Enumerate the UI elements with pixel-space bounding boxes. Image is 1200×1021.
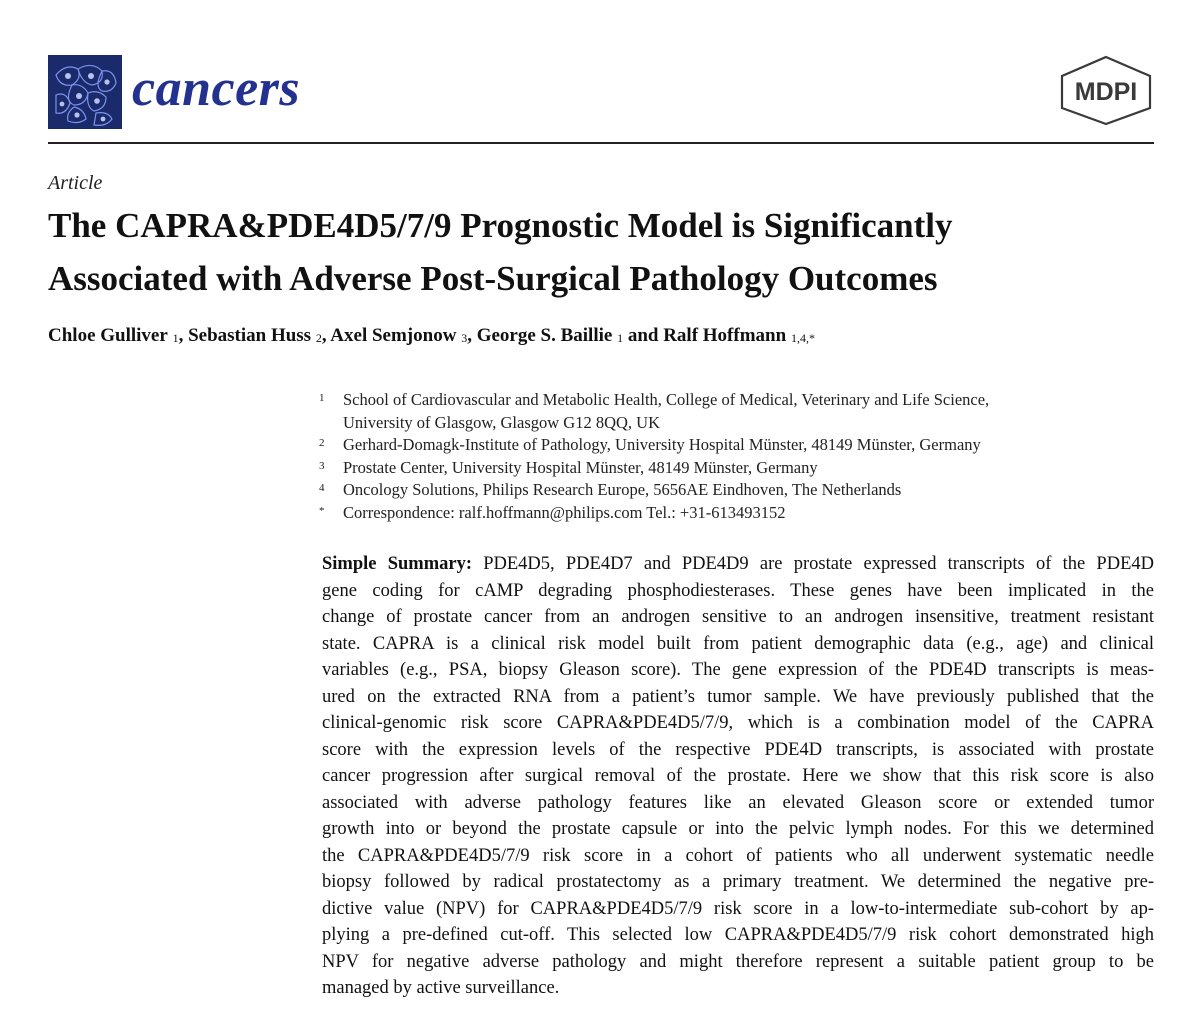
author-name[interactable]: Chloe Gulliver bbox=[48, 325, 168, 346]
summary-line: change of prostate cancer from an androgen sensitive to an androgen insensitive, treatment resistant bbox=[322, 607, 1154, 627]
author-affiliation-ref: 1,4,* bbox=[790, 331, 815, 345]
author-affiliation-ref: 1 bbox=[172, 331, 179, 345]
title-line: Associated with Adverse Post-Surgical Pathology Outcomes bbox=[48, 259, 938, 298]
summary-line: variables (e.g., PSA, biopsy Gleason score). The gene expression of the PDE4D transcripts is meas- bbox=[322, 660, 1154, 680]
author-name[interactable]: George S. Baillie bbox=[476, 325, 613, 346]
author-separator: and bbox=[623, 325, 664, 346]
summary-line: gene coding for cAMP degrading phosphodiesterases. These genes have been implicated in the bbox=[322, 580, 1154, 601]
affiliation-list bbox=[319, 389, 1179, 524]
author-name[interactable]: Ralf Hoffmann bbox=[663, 325, 787, 346]
summary-line: growth into or beyond the prostate capsule or into the pelvic lymph nodes. For this we determined bbox=[322, 819, 1154, 839]
author-list bbox=[48, 322, 815, 350]
summary-label: Simple Summary: bbox=[322, 554, 472, 574]
summary-text: PDE4D5, PDE4D7 and PDE4D9 are prostate expressed transcripts of the PDE4D bbox=[471, 554, 1154, 574]
affiliation-number: 4 bbox=[319, 482, 325, 494]
author-separator: , bbox=[467, 325, 477, 346]
summary-line: plying a pre-defined cut-off. This selected low CAPRA&PDE4D5/7/9 risk cohort demonstrated high bbox=[322, 925, 1154, 945]
affiliation-number: 3 bbox=[319, 459, 325, 472]
simple-summary bbox=[322, 551, 1154, 1002]
summary-line bbox=[322, 551, 1154, 578]
header-divider bbox=[48, 142, 1154, 144]
publisher-name: MDPI bbox=[1074, 78, 1138, 106]
summary-line: the CAPRA&PDE4D5/7/9 risk score in a cohort of patients who all underwent systematic needle bbox=[322, 845, 1154, 866]
article-type: Article bbox=[48, 172, 103, 194]
mdpi-logo-icon bbox=[1056, 54, 1156, 126]
title-line: The CAPRA&PDE4D5/7/9 Prognostic Model is Significantly bbox=[48, 206, 953, 245]
journal-name[interactable]: cancers bbox=[132, 60, 301, 117]
correspondence-text[interactable]: Correspondence: ralf.hoffmann@philips.com Tel.: +31-613493152 bbox=[343, 502, 786, 522]
affiliation-item bbox=[319, 479, 1179, 502]
affiliation-text: University of Glasgow, Glasgow G12 8QQ, UK bbox=[343, 412, 660, 432]
author-name[interactable]: Sebastian Huss bbox=[188, 325, 312, 346]
author-separator: , bbox=[321, 325, 331, 346]
summary-line: associated with adverse pathology features like an elevated Gleason score or extended tumor bbox=[322, 792, 1154, 813]
summary-line: biopsy followed by radical prostatectomy as a primary treatment. We determined the negative pre- bbox=[322, 872, 1154, 892]
cells-logo-icon bbox=[48, 55, 122, 129]
summary-line: managed by active surveillance. bbox=[322, 978, 560, 998]
summary-line: score with the expression levels of the respective PDE4D transcripts, is associated with prostate bbox=[322, 739, 1154, 760]
affiliation-text: Prostate Center, University Hospital Münster, 48149 Münster, Germany bbox=[343, 457, 818, 477]
journal-logo bbox=[48, 55, 122, 129]
correspondence-marker: * bbox=[319, 504, 325, 517]
affiliation-item bbox=[319, 434, 1179, 457]
author-separator: , bbox=[178, 325, 189, 346]
author-affiliation-ref: 3 bbox=[461, 331, 468, 345]
correspondence-item bbox=[319, 502, 1179, 525]
affiliation-text: School of Cardiovascular and Metabolic Health, College of Medical, Veterinary and Life Science, bbox=[343, 390, 990, 409]
affiliation-item bbox=[319, 389, 1179, 434]
affiliation-number: 2 bbox=[319, 437, 325, 449]
affiliation-text: Oncology Solutions, Philips Research Europe, 5656AE Eindhoven, The Netherlands bbox=[343, 480, 902, 499]
affiliation-item bbox=[319, 457, 1179, 480]
author-affiliation-ref: 2 bbox=[315, 331, 322, 345]
summary-line: clinical-genomic risk score CAPRA&PDE4D5/7/9, which is a combination model of the CAPRA bbox=[322, 713, 1154, 733]
affiliation-text: Gerhard-Domagk-Institute of Pathology, University Hospital Münster, 48149 Münster, Germany bbox=[343, 435, 981, 454]
summary-line: state. CAPRA is a clinical risk model built from patient demographic data (e.g., age) and clinical bbox=[322, 633, 1154, 654]
author-affiliation-ref: 1 bbox=[617, 331, 624, 345]
article-title bbox=[48, 199, 1148, 305]
summary-line: NPV for negative adverse pathology and might therefore represent a suitable patient group to be bbox=[322, 951, 1154, 972]
summary-line: dictive value (NPV) for CAPRA&PDE4D5/7/9 risk score in a low-to-intermediate sub-cohort by ap- bbox=[322, 898, 1154, 919]
summary-line: ured on the extracted RNA from a patient’s tumor sample. We have previously published that the bbox=[322, 686, 1154, 707]
affiliation-number: 1 bbox=[319, 392, 325, 404]
author-name[interactable]: Axel Semjonow bbox=[330, 325, 457, 346]
summary-line: cancer progression after surgical removal of the prostate. Here we show that this risk score is also bbox=[322, 766, 1154, 786]
publisher-logo[interactable] bbox=[1056, 54, 1156, 131]
